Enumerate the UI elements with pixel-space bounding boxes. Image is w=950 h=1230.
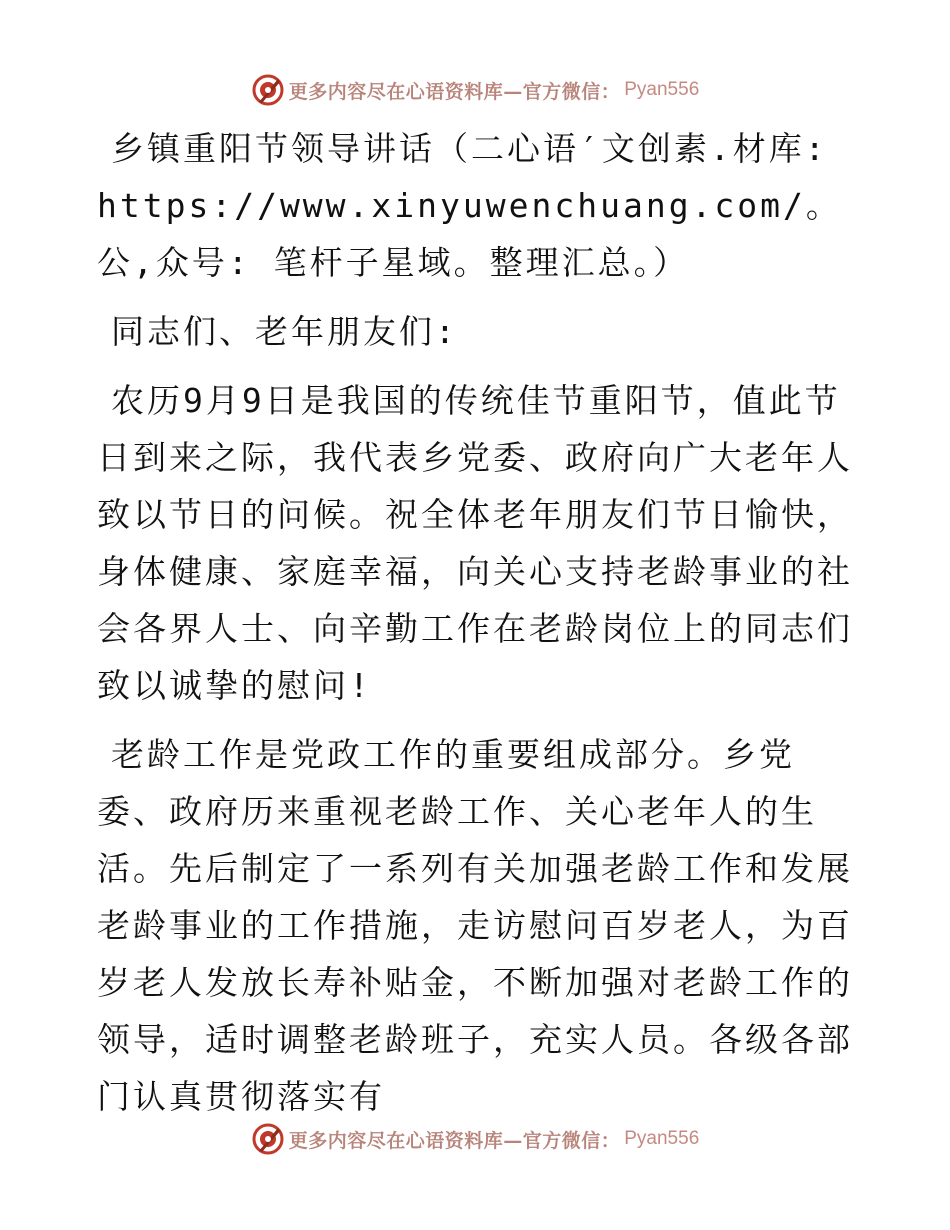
document-title-paragraph: 乡镇重阳节领导讲话（二心语′文创素.材库: https://www.xinyuwenchuang.com/。公,众号: 笔杆子星域。整理汇总。）: [97, 129, 842, 282]
quill-seal-icon: [251, 1122, 285, 1156]
header-banner: [0, 70, 950, 110]
footer-banner: [0, 1119, 950, 1159]
footer-banner-text: 更多内容尽在心语资料库—官方微信：: [288, 1129, 621, 1152]
footer-wechat-id: Pyan556: [624, 1128, 700, 1149]
document-body: [97, 120, 853, 1137]
body-paragraph: 农历9月9日是我国的传统佳节重阳节，值此节日到来之际，我代表乡党委、政府向广大老年人致以节日的问候。祝全体老年朋友们节日愉快，身体健康、家庭幸福，向关心支持老龄事业的社会各界人士、向辛勤工作在老龄岗位上的同志们致以诚挚的慰问!: [97, 381, 853, 705]
header-banner-text: 更多内容尽在心语资料库—官方微信：: [288, 80, 621, 103]
salutation-paragraph: 同志们、老年朋友们:: [111, 312, 458, 351]
body-paragraph: 老龄工作是党政工作的重要组成部分。乡党委、政府历来重视老龄工作、关心老年人的生活。先后制定了一系列有关加强老龄工作和发展老龄事业的工作措施，走访慰问百岁老人，为百岁老人发放长寿补贴金，不断加强对老龄工作的领导，适时调整老龄班子，充实人员。各级各部门认真贯彻落实有: [97, 735, 853, 1116]
quill-seal-icon: [251, 73, 285, 107]
header-wechat-id: Pyan556: [624, 79, 700, 100]
